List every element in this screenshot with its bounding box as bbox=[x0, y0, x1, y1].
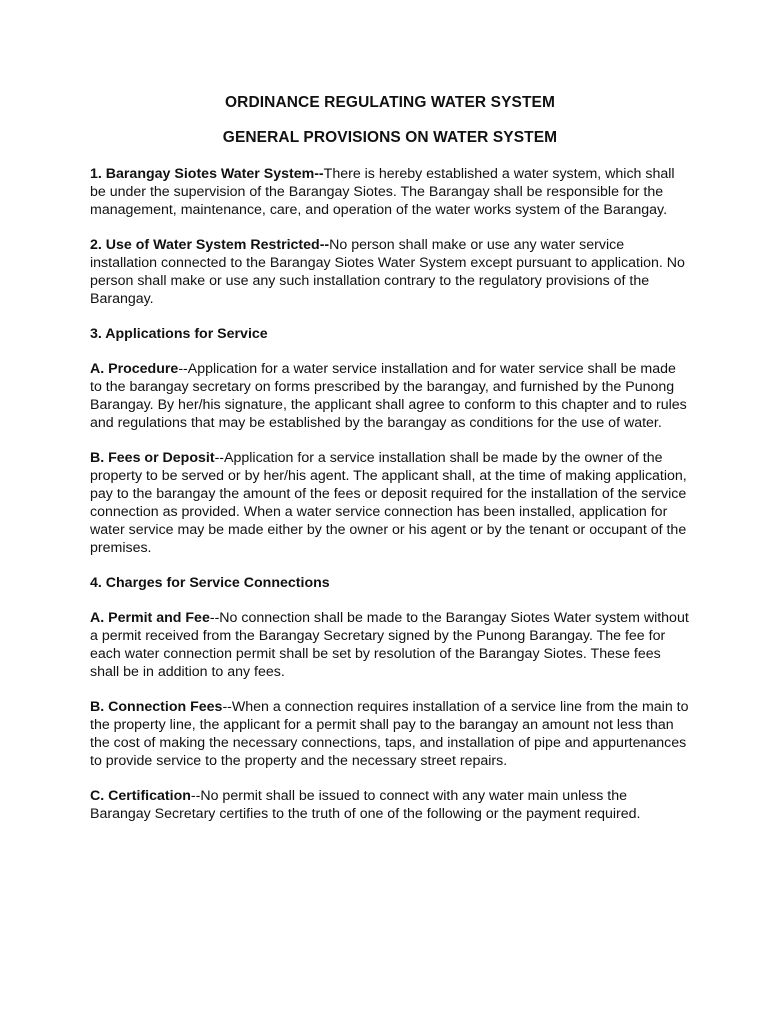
section-text: --No permit shall be issued to connect with any water main unless the Barangay Secretary certifies to the truth of one of the following or the payment required. bbox=[90, 788, 641, 822]
section-text: --No connection shall be made to the Barangay Siotes Water system without a permit received from the Barangay Secretary signed by the Punong Barangay. The fee for each water connection permit shall be set by resolution of the Barangay Siotes. These fees shall be in addition to any fees. bbox=[90, 610, 689, 680]
section-text: No person shall make or use any water service installation connected to the Barangay Siotes Water System except pursuant to application. No person shall make or use any such installation contrary to the regulatory provisions of the Barangay. bbox=[90, 237, 685, 307]
section-2 bbox=[90, 236, 690, 308]
section-3a bbox=[90, 360, 690, 432]
section-heading: A. Permit and Fee bbox=[90, 610, 210, 626]
section-heading: B. Connection Fees bbox=[90, 699, 223, 715]
section-text: --Application for a water service installation and for water service shall be made to the barangay secretary on forms prescribed by the barangay, and furnished by the Punong Barangay. By her/his signature, the applicant shall agree to conform to this chapter and to rules and regulations that may be established by the barangay as conditions for the use of water. bbox=[90, 361, 687, 431]
document-page bbox=[90, 93, 690, 823]
section-3b bbox=[90, 449, 690, 557]
document-title: ORDINANCE REGULATING WATER SYSTEM bbox=[225, 94, 555, 111]
section-heading: C. Certification bbox=[90, 788, 191, 804]
section-text: --When a connection requires installation of a service line from the main to the property line, the applicant for a permit shall pay to the barangay an amount not less than the cost of making the necessary connections, taps, and installation of pipe and appurtenances to provide service to the property and the necessary street repairs. bbox=[90, 699, 689, 769]
section-text: --Application for a service installation shall be made by the owner of the property to be served or by her/his agent. The applicant shall, at the time of making application, pay to the barangay the amount of the fees or deposit required for the installation of the service connection as provided. When a water service connection has been installed, application for water service may be made either by the owner or his agent or by the tenant or occupant of the premises. bbox=[90, 450, 687, 556]
section-4a bbox=[90, 609, 690, 681]
section-heading: 3. Applications for Service bbox=[90, 326, 268, 342]
section-heading: 1. Barangay Siotes Water System-- bbox=[90, 166, 324, 182]
section-text: There is hereby established a water system, which shall be under the supervision of the Barangay Siotes. The Barangay shall be responsible for the management, maintenance, care, and operation of the water works system of the Barangay. bbox=[90, 166, 675, 218]
section-1 bbox=[90, 165, 690, 219]
section-heading: B. Fees or Deposit bbox=[90, 450, 215, 466]
section-4c bbox=[90, 787, 690, 823]
document-subtitle: GENERAL PROVISIONS ON WATER SYSTEM bbox=[222, 129, 558, 146]
section-heading: 4. Charges for Service Connections bbox=[90, 575, 330, 591]
section-4b bbox=[90, 698, 690, 770]
section-4 bbox=[90, 574, 690, 592]
section-heading: 2. Use of Water System Restricted-- bbox=[90, 237, 330, 253]
section-3 bbox=[90, 325, 690, 343]
section-heading: A. Procedure bbox=[90, 361, 179, 377]
